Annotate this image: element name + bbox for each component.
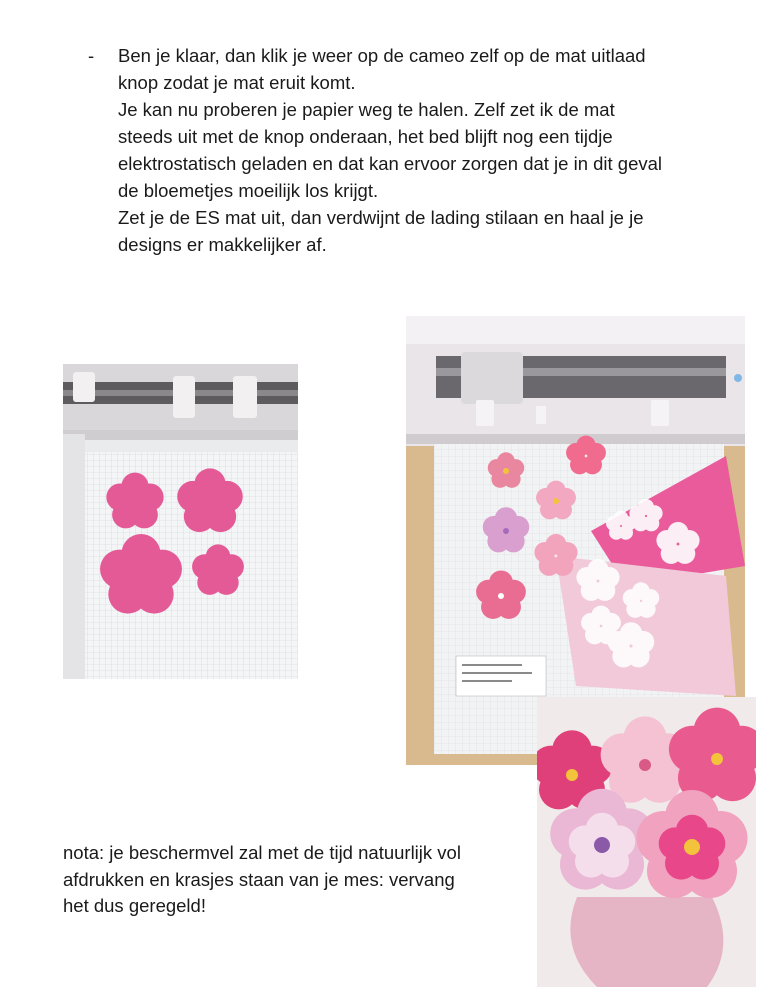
- bullet-marker: -: [88, 45, 95, 66]
- bullet-line: steeds uit met de knop onderaan, het bed blijft nog een tijdje: [118, 126, 613, 147]
- bullet-line: de bloemetjes moeilijk los krijgt.: [118, 180, 379, 201]
- bullet-line: elektrostatisch geladen en dat kan ervoor zorgen dat je in dit geval: [118, 153, 663, 174]
- bullet-line: designs er makkelijker af.: [118, 234, 327, 255]
- photo-flowers-on-mat: [63, 364, 298, 679]
- bullet-line: Zet je de ES mat uit, dan verdwijnt de lading stilaan en haal je je: [118, 207, 644, 228]
- photo-paper-flowers: [537, 697, 756, 987]
- note-line: afdrukken en krasjes staan van je mes: vervang: [63, 868, 455, 890]
- note-line: nota: je beschermvel zal met de tijd natuurlijk vol: [63, 842, 461, 863]
- bullet-line: Ben je klaar, dan klik je weer op de cameo zelf op de mat uitlaad: [118, 45, 646, 66]
- bullet-line: knop zodat je mat eruit komt.: [118, 72, 356, 93]
- instruction-bullet: [88, 42, 768, 258]
- note-block: [63, 840, 533, 920]
- note-line: het dus geregeld!: [63, 895, 206, 916]
- bullet-line: Je kan nu proberen je papier weg te halen. Zelf zet ik de mat: [118, 99, 615, 120]
